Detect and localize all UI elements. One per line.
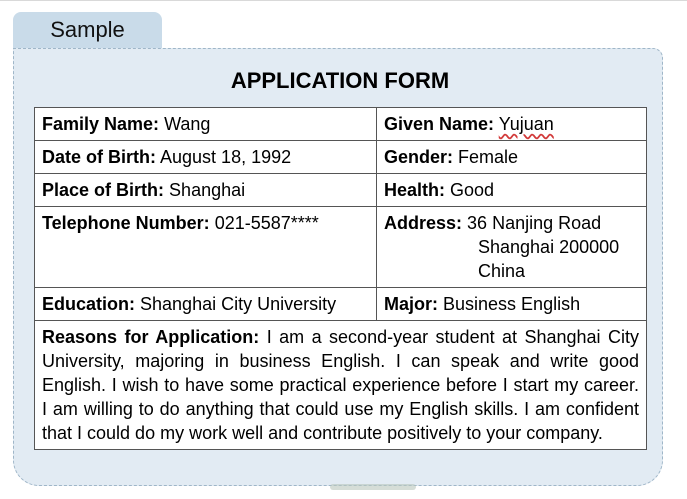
given-name-cell xyxy=(377,108,647,141)
health-value: Good xyxy=(450,180,495,200)
family-name-cell xyxy=(35,108,377,141)
address-label: Address: xyxy=(384,213,463,233)
address-line-3: China xyxy=(478,261,526,281)
form-title: APPLICATION FORM xyxy=(230,68,450,93)
education-value: Shanghai City University xyxy=(140,294,337,314)
place-of-birth-label: Place of Birth: xyxy=(42,180,165,200)
gender-label: Gender: xyxy=(384,147,454,167)
table-row xyxy=(35,207,647,288)
table-row xyxy=(35,288,647,321)
top-divider xyxy=(0,0,687,1)
given-name-label: Given Name: xyxy=(384,114,495,134)
family-name-label: Family Name: xyxy=(42,114,160,134)
address-cell xyxy=(377,207,647,288)
date-of-birth-value: August 18, 1992 xyxy=(160,147,292,167)
address-line-1: 36 Nanjing Road xyxy=(467,213,602,233)
date-of-birth-label: Date of Birth: xyxy=(42,147,156,167)
table-row xyxy=(35,321,647,450)
address-line-2: Shanghai 200000 xyxy=(478,237,620,257)
date-of-birth-cell xyxy=(35,141,377,174)
telephone-label: Telephone Number: xyxy=(42,213,210,233)
table-row xyxy=(35,174,647,207)
major-value: Business English xyxy=(443,294,581,314)
given-name-value: Yujuan xyxy=(498,114,554,134)
place-of-birth-value: Shanghai xyxy=(169,180,246,200)
family-name-value: Wang xyxy=(164,114,211,134)
health-cell xyxy=(377,174,647,207)
gender-cell xyxy=(377,141,647,174)
major-cell xyxy=(377,288,647,321)
education-cell xyxy=(35,288,377,321)
place-of-birth-cell xyxy=(35,174,377,207)
reasons-label: Reasons for Application: xyxy=(42,327,260,347)
telephone-value: 021-5587**** xyxy=(214,213,319,233)
health-label: Health: xyxy=(384,180,446,200)
sample-tab: Sample xyxy=(13,12,162,48)
bottom-decoration xyxy=(330,484,416,490)
reasons-cell xyxy=(35,321,647,450)
major-label: Major: xyxy=(384,294,438,314)
gender-value: Female xyxy=(458,147,519,167)
application-form-table xyxy=(34,107,647,450)
education-label: Education: xyxy=(42,294,135,314)
reasons-value: I am a second-year student at Shanghai City University, majoring in business English. I can speak and write good English. I wish to have some practical experience before I start my career. I am willing to do anything that could use my English skills. I am confident that I could do my work well and contribute positively to your company. xyxy=(42,327,639,443)
table-row xyxy=(35,141,647,174)
telephone-cell xyxy=(35,207,377,288)
table-row xyxy=(35,108,647,141)
